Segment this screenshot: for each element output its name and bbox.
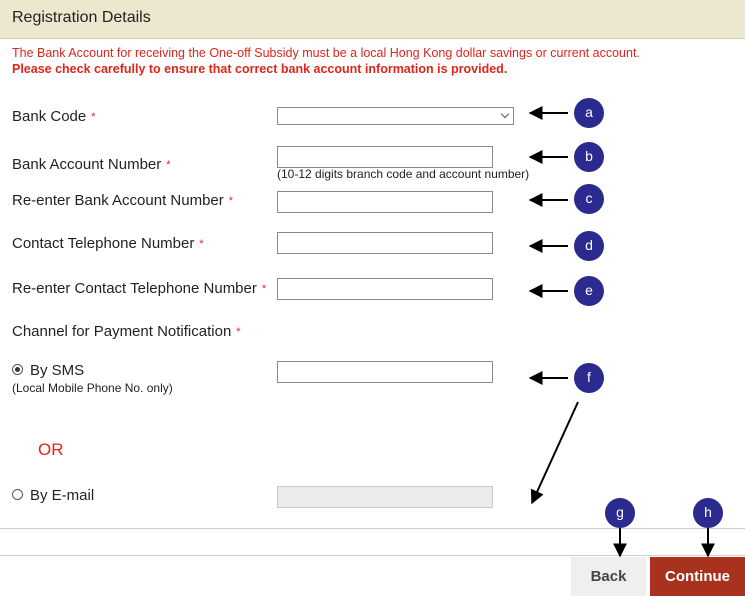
reenter-bank-account-label: Re-enter Bank Account Number * [12,192,234,209]
continue-button[interactable]: Continue [650,557,745,596]
section-header [0,0,745,39]
annotation-marker-e: e [574,276,604,306]
reenter-contact-phone-input[interactable] [277,278,493,300]
annotation-marker-a: a [574,98,604,128]
annotation-marker-d: d [574,231,604,261]
annotation-marker-c: c [574,184,604,214]
annotation-marker-b: b [574,142,604,172]
sms-radio-label[interactable]: By SMS [30,362,85,379]
bank-code-select[interactable] [277,107,514,125]
email-radio[interactable] [12,489,23,500]
back-button[interactable]: Back [571,557,646,596]
chevron-down-icon [501,110,509,118]
required-asterisk: * [199,238,204,250]
sms-radio[interactable] [12,364,23,375]
reenter-bank-account-input[interactable] [277,191,493,213]
divider [0,555,745,556]
bank-account-hint: (10-12 digits branch code and account number) [277,167,530,181]
annotation-marker-h: h [693,498,723,528]
annotation-marker-g: g [605,498,635,528]
required-asterisk: * [166,159,171,171]
required-asterisk: * [228,195,234,207]
bank-account-label: Bank Account Number * [12,156,171,173]
divider [0,528,745,529]
email-radio-label[interactable]: By E-mail [30,487,95,504]
reenter-contact-phone-label: Re-enter Contact Telephone Number * [12,280,267,297]
bank-account-input[interactable] [277,146,493,168]
bank-account-warning: Please check carefully to ensure that correct bank account information is provided. [12,62,508,76]
or-separator: OR [38,440,64,459]
sms-phone-input[interactable] [277,361,493,383]
contact-phone-input[interactable] [277,232,493,254]
contact-phone-label: Contact Telephone Number * [12,235,204,252]
bank-code-label: Bank Code * [12,108,96,125]
payment-notification-channel-label: Channel for Payment Notification * [12,323,241,340]
required-asterisk: * [236,326,241,338]
required-asterisk: * [261,283,267,295]
annotation-marker-f: f [574,363,604,393]
sms-hint: (Local Mobile Phone No. only) [12,381,173,395]
email-input[interactable] [277,486,493,508]
annotation-arrow-f2 [532,402,578,503]
section-title: Registration Details [12,9,151,26]
bank-account-notice: The Bank Account for receiving the One-off Subsidy must be a local Hong Kong dollar savings or current account. [12,46,640,60]
required-asterisk: * [91,111,96,123]
